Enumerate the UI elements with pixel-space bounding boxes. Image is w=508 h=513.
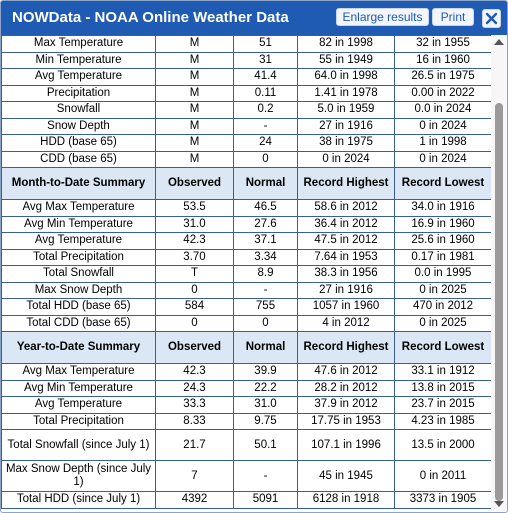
table-cell: 0.00 in 2022 (395, 85, 492, 102)
table-row (2, 36, 492, 53)
table-cell: 7 (156, 461, 234, 492)
table-cell: 41.4 (234, 69, 298, 86)
table-cell: 0 in 2025 (395, 315, 492, 332)
print-button[interactable]: Print (432, 8, 474, 26)
table-cell: 8.9 (234, 266, 298, 283)
table-row (2, 364, 492, 381)
table-cell: 24 (234, 135, 298, 152)
table-cell: 22.2 (234, 380, 298, 397)
section-header-row (2, 168, 492, 200)
table-row (2, 118, 492, 135)
scroll-down-arrow-icon[interactable] (494, 501, 504, 507)
table-row (2, 380, 492, 397)
table-cell: 0 (156, 315, 234, 332)
table-cell: 33.3 (156, 397, 234, 414)
table-cell: 13.8 in 2015 (395, 380, 492, 397)
table-cell: 16.9 in 1960 (395, 216, 492, 233)
table-row (2, 430, 492, 461)
table-cell: 0 (234, 315, 298, 332)
table-cell: Total Snowfall (since July 1) (2, 430, 156, 461)
table-cell: Avg Max Temperature (2, 200, 156, 217)
table-cell: 1057 in 1960 (298, 299, 395, 316)
table-cell: M (156, 135, 234, 152)
table-cell: 0.0 in 2024 (395, 102, 492, 119)
table-cell: 0.11 (234, 85, 298, 102)
column-header: Record Highest (298, 168, 395, 200)
table-cell: 55 in 1949 (298, 52, 395, 69)
table-cell: 58.6 in 2012 (298, 200, 395, 217)
table-cell: 3.34 (234, 249, 298, 266)
table-row (2, 200, 492, 217)
table-row (2, 85, 492, 102)
table-cell: 39.9 (234, 364, 298, 381)
table-cell: Avg Min Temperature (2, 380, 156, 397)
table-cell: 8.33 (156, 413, 234, 430)
table-cell: M (156, 102, 234, 119)
table-cell: 0.0 in 1995 (395, 266, 492, 283)
table-cell: Avg Max Temperature (2, 364, 156, 381)
table-cell: 47.6 in 2012 (298, 364, 395, 381)
table-cell: 9.75 (234, 413, 298, 430)
column-header: Month-to-Date Summary (2, 168, 156, 200)
table-cell: 31 (234, 52, 298, 69)
title-bar (1, 1, 507, 35)
table-cell: M (156, 85, 234, 102)
table-cell: 3373 in 1905 (395, 492, 492, 509)
table-cell: M (156, 52, 234, 69)
table-cell: 27 in 1916 (298, 118, 395, 135)
table-cell: 1 in 1998 (395, 135, 492, 152)
scrollbar-thumb[interactable] (495, 103, 503, 501)
table-cell: Min Temperature (2, 52, 156, 69)
table-row (2, 413, 492, 430)
table-cell: 38.3 in 1956 (298, 266, 395, 283)
table-cell: M (156, 36, 234, 53)
vertical-scrollbar[interactable] (491, 35, 507, 511)
table-cell: Total Snowfall (2, 266, 156, 283)
results-table (1, 35, 491, 509)
table-row (2, 233, 492, 250)
table-cell: M (156, 118, 234, 135)
column-header: Record Lowest (395, 332, 492, 364)
table-cell: 0 (234, 151, 298, 168)
table-cell: 37.9 in 2012 (298, 397, 395, 414)
column-header: Year-to-Date Summary (2, 332, 156, 364)
table-cell: 31.0 (156, 216, 234, 233)
table-cell: Total Precipitation (2, 413, 156, 430)
table-cell: 32 in 1955 (395, 36, 492, 53)
table-cell: Total HDD (since July 1) (2, 492, 156, 509)
table-cell: 0 in 2024 (395, 118, 492, 135)
table-cell: 45 in 1945 (298, 461, 395, 492)
table-cell: - (234, 461, 298, 492)
table-cell: Avg Temperature (2, 397, 156, 414)
table-cell: 0 in 2024 (298, 151, 395, 168)
table-cell: - (234, 118, 298, 135)
table-cell: 51 (234, 36, 298, 53)
table-cell: - (234, 282, 298, 299)
table-cell: 38 in 1975 (298, 135, 395, 152)
table-cell: 0.17 in 1981 (395, 249, 492, 266)
table-cell: 7.64 in 1953 (298, 249, 395, 266)
column-header: Record Lowest (395, 168, 492, 200)
table-cell: 0.2 (234, 102, 298, 119)
table-row (2, 151, 492, 168)
results-pane (1, 35, 491, 511)
table-row (2, 397, 492, 414)
table-row (2, 299, 492, 316)
column-header: Normal (234, 168, 298, 200)
table-cell: 37.1 (234, 233, 298, 250)
table-cell: 47.5 in 2012 (298, 233, 395, 250)
table-cell: 33.1 in 1912 (395, 364, 492, 381)
table-cell: 34.0 in 1916 (395, 200, 492, 217)
table-cell: T (156, 266, 234, 283)
close-icon (483, 10, 500, 27)
table-cell: 36.4 in 2012 (298, 216, 395, 233)
column-header: Observed (156, 332, 234, 364)
section-header-row (2, 332, 492, 364)
table-row (2, 135, 492, 152)
table-cell: 4 in 2012 (298, 315, 395, 332)
table-cell: 21.7 (156, 430, 234, 461)
table-cell: 13.5 in 2000 (395, 430, 492, 461)
table-cell: 5.0 in 1959 (298, 102, 395, 119)
table-row (2, 69, 492, 86)
table-cell: 42.3 (156, 364, 234, 381)
table-row (2, 52, 492, 69)
table-cell: Total HDD (base 65) (2, 299, 156, 316)
table-cell: Snowfall (2, 102, 156, 119)
table-cell: Max Temperature (2, 36, 156, 53)
table-cell: Max Snow Depth (2, 282, 156, 299)
table-row (2, 216, 492, 233)
table-cell: 64.0 in 1998 (298, 69, 395, 86)
table-cell: 31.0 (234, 397, 298, 414)
close-button[interactable] (482, 9, 501, 28)
table-cell: 107.1 in 1996 (298, 430, 395, 461)
table-cell: 82 in 1998 (298, 36, 395, 53)
table-cell: 50.1 (234, 430, 298, 461)
table-cell: 26.5 in 1975 (395, 69, 492, 86)
table-cell: Avg Temperature (2, 233, 156, 250)
table-cell: 6128 in 1918 (298, 492, 395, 509)
table-cell: Avg Min Temperature (2, 216, 156, 233)
table-cell: Total Precipitation (2, 249, 156, 266)
table-cell: 4392 (156, 492, 234, 509)
table-cell: M (156, 151, 234, 168)
table-row (2, 461, 492, 492)
scroll-up-arrow-icon[interactable] (494, 39, 504, 45)
table-cell: 53.5 (156, 200, 234, 217)
enlarge-results-button[interactable]: Enlarge results (336, 8, 429, 26)
table-cell: 0 (156, 282, 234, 299)
table-cell: 0 in 2011 (395, 461, 492, 492)
table-cell: Total CDD (base 65) (2, 315, 156, 332)
table-cell: 24.3 (156, 380, 234, 397)
table-cell: 5091 (234, 492, 298, 509)
table-row (2, 315, 492, 332)
table-cell: 16 in 1960 (395, 52, 492, 69)
table-cell: 584 (156, 299, 234, 316)
table-cell: HDD (base 65) (2, 135, 156, 152)
table-row (2, 249, 492, 266)
table-cell: 470 in 2012 (395, 299, 492, 316)
table-cell: 0 in 2025 (395, 282, 492, 299)
table-row (2, 266, 492, 283)
window-title: NOWData - NOAA Online Weather Data (12, 9, 289, 26)
table-row (2, 282, 492, 299)
table-cell: 0 in 2024 (395, 151, 492, 168)
table-cell: 46.5 (234, 200, 298, 217)
table-cell: 28.2 in 2012 (298, 380, 395, 397)
column-header: Record Highest (298, 332, 395, 364)
column-header: Observed (156, 168, 234, 200)
table-cell: CDD (base 65) (2, 151, 156, 168)
table-cell: 25.6 in 1960 (395, 233, 492, 250)
table-cell: 3.70 (156, 249, 234, 266)
table-cell: 17.75 in 1953 (298, 413, 395, 430)
table-cell: Snow Depth (2, 118, 156, 135)
table-cell: 42.3 (156, 233, 234, 250)
table-row (2, 492, 492, 509)
table-row (2, 102, 492, 119)
table-cell: 23.7 in 2015 (395, 397, 492, 414)
column-header: Normal (234, 332, 298, 364)
table-cell: 27.6 (234, 216, 298, 233)
table-cell: Avg Temperature (2, 69, 156, 86)
table-cell: Max Snow Depth (since July 1) (2, 461, 156, 492)
table-cell: 1.41 in 1978 (298, 85, 395, 102)
table-cell: 4.23 in 1985 (395, 413, 492, 430)
table-cell: 27 in 1916 (298, 282, 395, 299)
results-table-body (2, 36, 492, 509)
table-cell: Precipitation (2, 85, 156, 102)
table-cell: M (156, 69, 234, 86)
table-cell: 755 (234, 299, 298, 316)
